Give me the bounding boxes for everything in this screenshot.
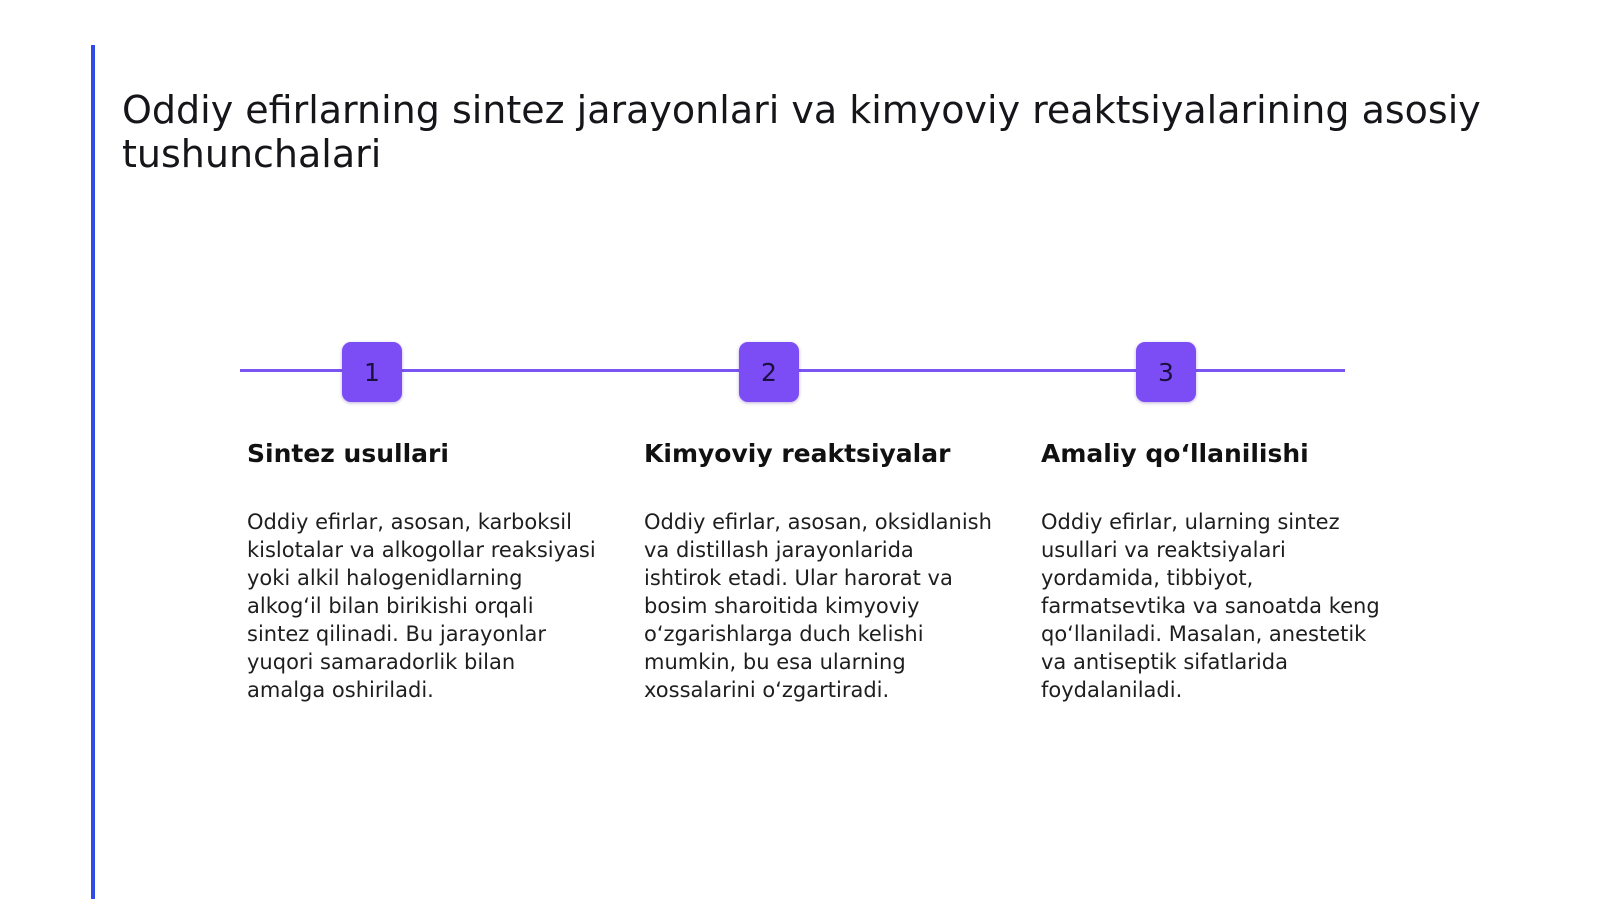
slide-title: Oddiy efirlarning sintez jarayonlari va kimyoviy reaktsiyalarining asosiy tushunchalari <box>122 88 1481 176</box>
step-badge-2: 2 <box>739 342 799 402</box>
step-body: Oddiy efirlar, asosan, oksidlanish va distillash jarayonlarida ishtirok etadi. Ular harorat va bosim sharoitida kimyoviy o‘zgarishlarga duch kelishi mumkin, bu esa ularning xossalarini o‘zgartiradi. <box>644 510 992 702</box>
step-title: Sintez usullari <box>247 439 449 468</box>
step-2 <box>644 438 994 704</box>
step-body: Oddiy efirlar, asosan, karboksil kislotalar va alkogollar reaksiyasi yoki alkil halogenidlarning alkog‘il bilan birikishi orqali sintez qilinadi. Bu jarayonlar yuqori samaradorlik bilan amalga oshiriladi. <box>247 510 596 702</box>
step-badge-1: 1 <box>342 342 402 402</box>
step-title: Amaliy qo‘llanilishi <box>1041 439 1309 468</box>
step-badge-3: 3 <box>1136 342 1196 402</box>
step-title: Kimyoviy reaktsiyalar <box>644 439 951 468</box>
step-body: Oddiy efirlar, ularning sintez usullari va reaktsiyalari yordamida, tibbiyot, farmatsevtika va sanoatda keng qo‘llaniladi. Masalan, anestetik va antiseptik sifatlarida foydalaniladi. <box>1041 510 1380 702</box>
step-1 <box>247 438 597 704</box>
step-3 <box>1041 438 1391 704</box>
accent-bar <box>91 45 95 899</box>
